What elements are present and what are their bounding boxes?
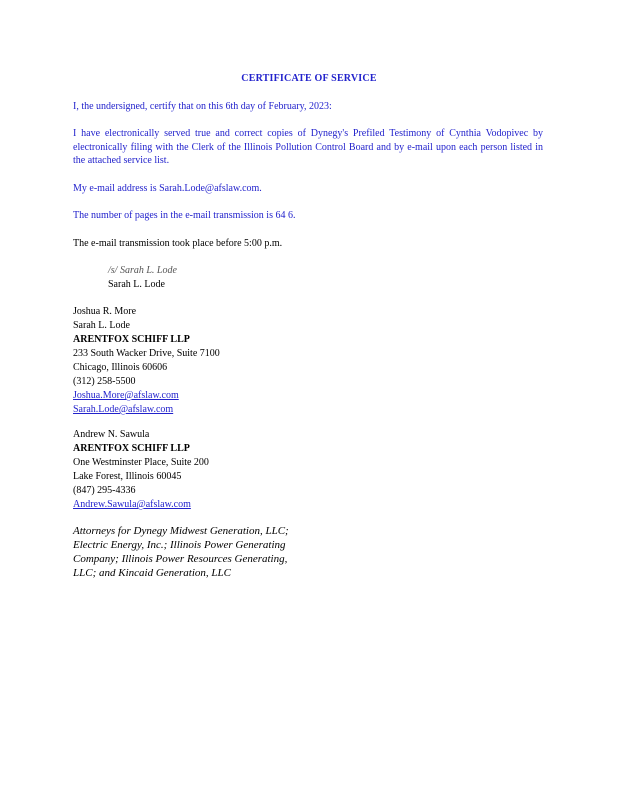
email-link[interactable]: Joshua.More@afslaw.com: [73, 390, 179, 401]
certificate-title: CERTIFICATE OF SERVICE: [241, 73, 377, 84]
email-address-line: My e-mail address is Sarah.Lode@afslaw.com.: [73, 183, 262, 194]
phone-number: (847) 295-4336: [73, 485, 136, 496]
service-paragraph: I have electronically served true and correct copies of Dynegy's Prefiled Testimony of Cynthia Vodopivec by electronically filing with the Clerk of the Illinois Pollution Control Board and by e-mail upon each person listed in the attached service list.: [73, 128, 543, 166]
attorneys-for-statement: Attorneys for Dynegy Midwest Generation, LLC; Electric Energy, Inc.; Illinois Power Generating Company; Illinois Power Resources Generating, LLC; and Kincaid Generation, LLC: [73, 525, 289, 579]
transmission-time-line: The e-mail transmission took place before 5:00 p.m.: [73, 238, 283, 249]
street-address: One Westminster Place, Suite 200: [73, 457, 209, 468]
signer-name: Sarah L. Lode: [108, 278, 165, 290]
electronic-signature: /s/ Sarah L. Lode: [108, 265, 177, 276]
counsel-address-block-1: [73, 305, 220, 417]
firm-name: ARENTFOX SCHIFF LLP: [73, 334, 190, 345]
attorney-name: Sarah L. Lode: [73, 320, 130, 331]
firm-name: ARENTFOX SCHIFF LLP: [73, 443, 190, 454]
signature-block: [108, 264, 177, 291]
attorney-name: Andrew N. Sawula: [73, 429, 150, 440]
email-link[interactable]: Sarah.Lode@afslaw.com: [73, 404, 174, 415]
page-count-line: The number of pages in the e-mail transmission is 64 6.: [73, 210, 296, 221]
street-address: 233 South Wacker Drive, Suite 7100: [73, 348, 220, 359]
city-state-zip: Chicago, Illinois 60606: [73, 362, 168, 373]
email-link[interactable]: Andrew.Sawula@afslaw.com: [73, 499, 191, 510]
phone-number: (312) 258-5500: [73, 376, 136, 387]
intro-paragraph: I, the undersigned, certify that on this 6th day of February, 2023:: [73, 101, 332, 112]
counsel-address-block-2: [73, 428, 209, 512]
city-state-zip: Lake Forest, Illinois 60045: [73, 471, 182, 482]
attorney-name: Joshua R. More: [73, 306, 137, 317]
